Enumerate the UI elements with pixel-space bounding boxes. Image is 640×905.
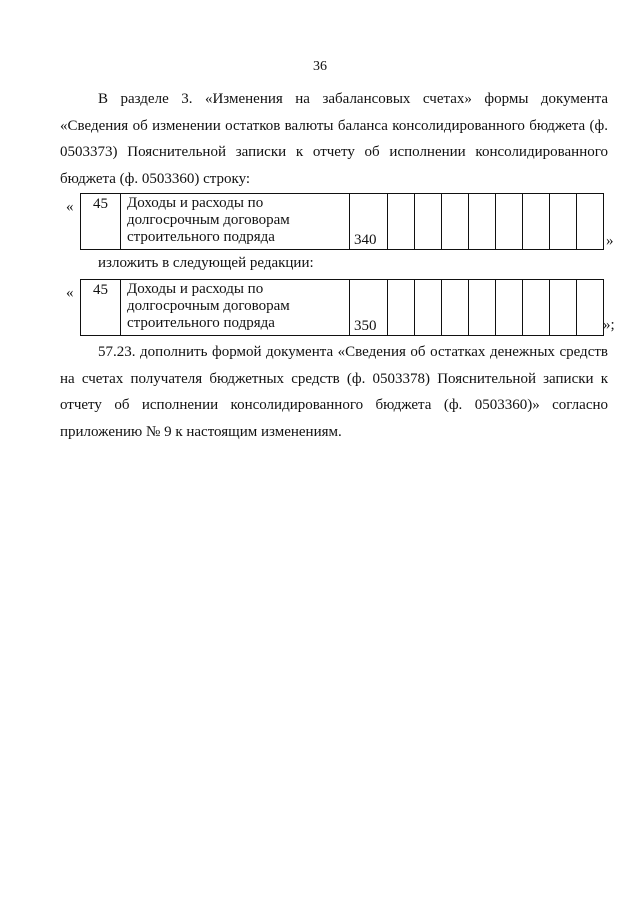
new-row-number: 45 bbox=[81, 280, 121, 336]
new-row-name: Доходы и расходы по долгосрочным договорам строительного подряда bbox=[121, 280, 350, 336]
empty-cell bbox=[496, 280, 523, 336]
empty-cell bbox=[550, 280, 577, 336]
empty-cell bbox=[469, 280, 496, 336]
new-row-table bbox=[80, 279, 604, 336]
empty-cell bbox=[415, 280, 442, 336]
empty-cell bbox=[496, 194, 523, 250]
old-row-code: 340 bbox=[350, 194, 388, 250]
empty-cell bbox=[523, 194, 550, 250]
old-row-table bbox=[80, 193, 604, 250]
empty-cell bbox=[577, 280, 604, 336]
old-row-close-quote: » bbox=[606, 233, 614, 249]
empty-cell bbox=[442, 280, 469, 336]
empty-cell bbox=[469, 194, 496, 250]
between-text: изложить в следующей редакции: bbox=[98, 255, 314, 271]
empty-cell bbox=[523, 280, 550, 336]
table-row bbox=[81, 280, 604, 336]
new-row-close-quote: »; bbox=[603, 317, 615, 333]
closing-paragraph: 57.23. дополнить формой документа «Сведения об остатках денежных средств на счетах получателя бюджетных средств (ф. 0503378) Пояснительной записки к отчету об исполнении консолидированного бюджета (ф. 0503360)» согласно приложению № 9 к настоящим изменениям. bbox=[60, 344, 608, 440]
intro-paragraph: В разделе 3. «Изменения на забалансовых счетах» формы документа «Сведения об изменении остатков валюты баланса консолидированного бюджета (ф. 0503373) Пояснительной записки к отчету об исполнении консолидированного бюджета (ф. 0503360) строку: bbox=[60, 91, 608, 187]
old-row-name: Доходы и расходы по долгосрочным договорам строительного подряда bbox=[121, 194, 350, 250]
old-row-open-quote: « bbox=[66, 199, 74, 215]
old-row-number: 45 bbox=[81, 194, 121, 250]
empty-cell bbox=[388, 194, 415, 250]
new-row-open-quote: « bbox=[66, 285, 74, 301]
empty-cell bbox=[442, 194, 469, 250]
empty-cell bbox=[550, 194, 577, 250]
empty-cell bbox=[577, 194, 604, 250]
empty-cell bbox=[415, 194, 442, 250]
page-number: 36 bbox=[313, 59, 327, 74]
empty-cell bbox=[388, 280, 415, 336]
new-row-code: 350 bbox=[350, 280, 388, 336]
table-row bbox=[81, 194, 604, 250]
